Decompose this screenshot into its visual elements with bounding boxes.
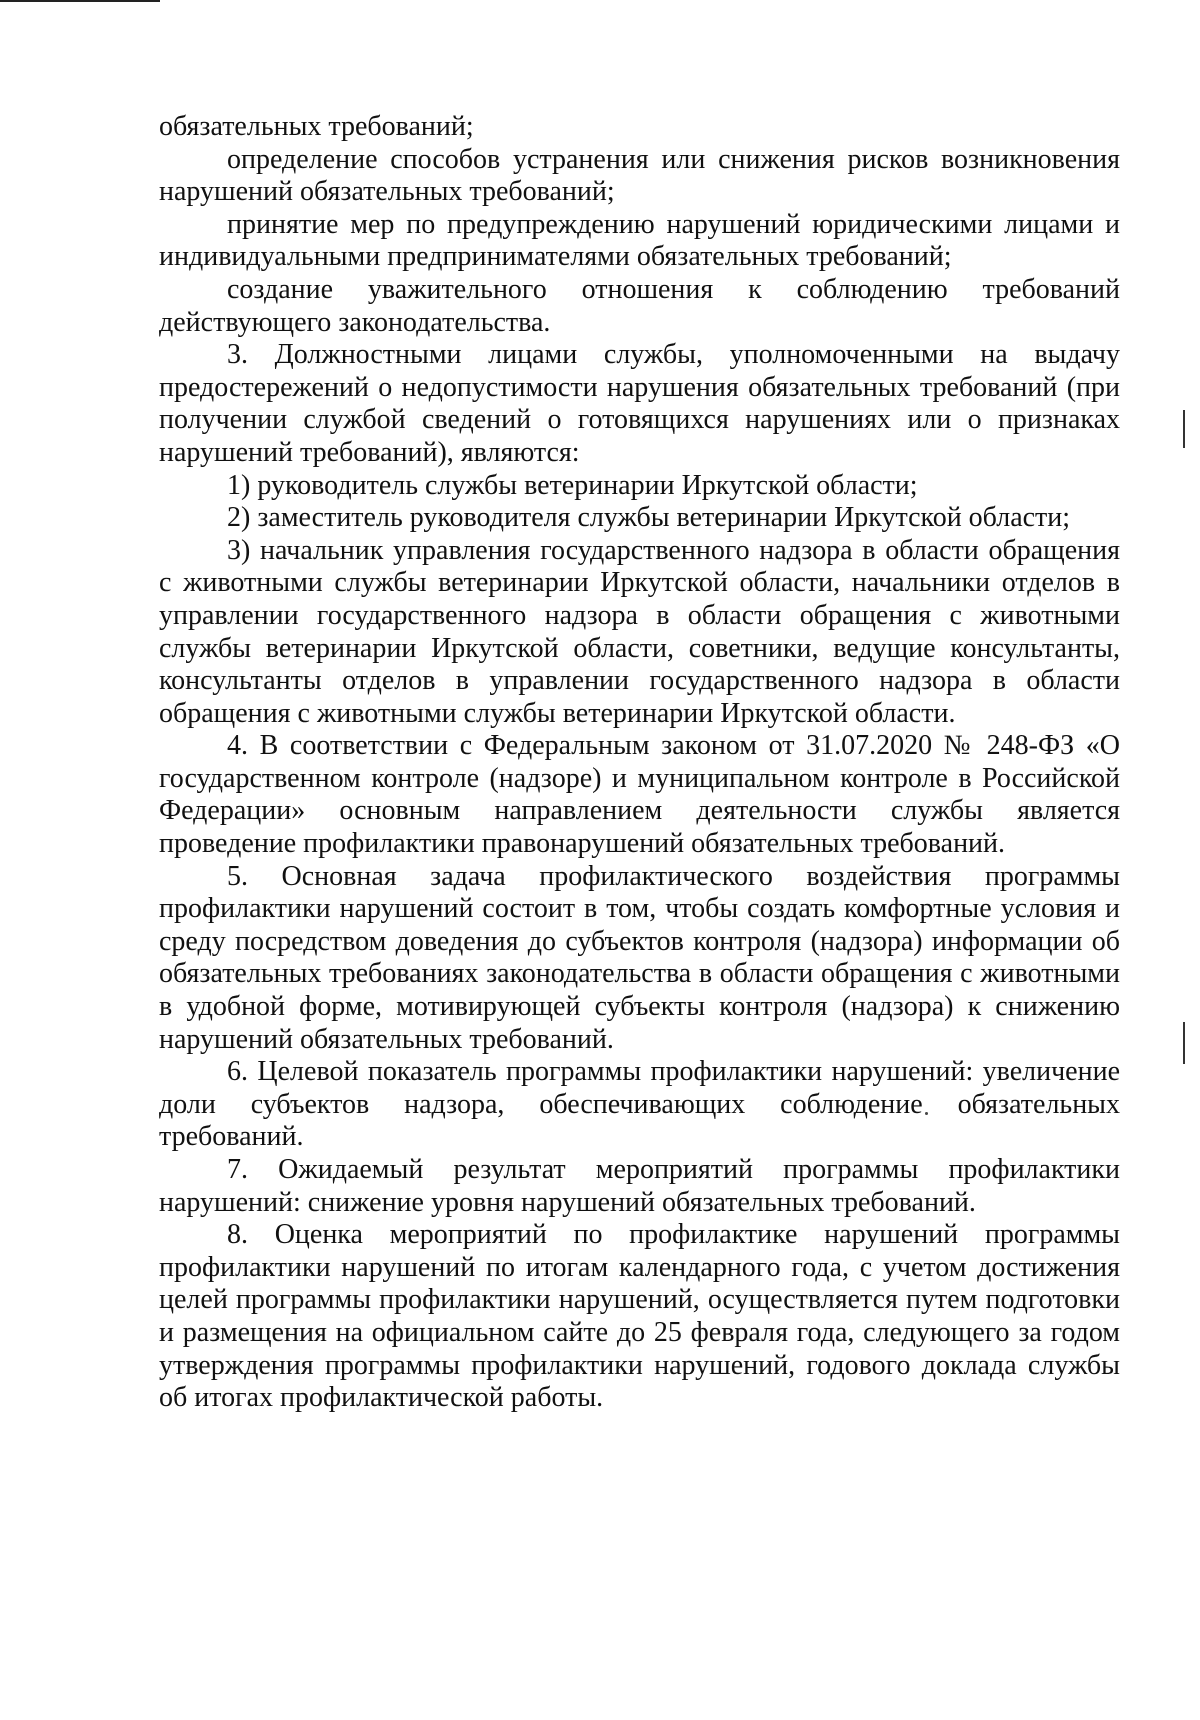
list-item-department-staff: 3) начальник управления государственного надзора в области обращения с животными службы ветеринарии Иркутской области, начальники отделов в управлении государственного надзора в области обращения с животными службы ветеринарии Иркутской области, советники, ведущие консультанты, консультанты отделов в управлении государственного надзора в области обращения с животными службы ветеринарии Иркутской области.	[159, 534, 1120, 729]
paragraph-item-7-expected-result: 7. Ожидаемый результат мероприятий программы профилактики нарушений: снижение уровня нарушений обязательных требований.	[159, 1154, 1120, 1218]
paragraph-item-6-target-indicator: 6. Целевой показатель программы профилактики нарушений: увеличение доли субъектов надзора, обеспечивающих соблюдение обязательных требований.	[159, 1056, 1120, 1153]
paragraph-continuation: обязательных требований;	[159, 111, 474, 142]
paragraph-item-4-federal-law: 4. В соответствии с Федеральным законом от 31.07.2020 № 248-ФЗ «О государственном контроле (надзоре) и муниципальном контроле в Российской Федерации» основным направлением деятельности службы является проведение профилактики правонарушений обязательных требований.	[159, 730, 1120, 860]
paragraph-item-5-main-task: 5. Основная задача профилактического воздействия программы профилактики нарушений состоит в том, чтобы создать комфортные условия и среду посредством доведения до субъектов контроля (надзора) информации об обязательных требованиях законодательства в области обращения с животными в удобной форме, мотивирующей субъекты контроля (надзора) к снижению нарушений обязательных требований.	[159, 860, 1120, 1055]
scan-margin-mark	[1183, 1022, 1185, 1064]
paragraph-respectful-attitude: создание уважительного отношения к соблюдению требований действующего законодательства.	[159, 273, 1120, 338]
scan-edge-line	[0, 0, 160, 2]
paragraph-item-3-officials: 3. Должностными лицами службы, уполномоченными на выдачу предостережений о недопустимости нарушения обязательных требований (при получении службой сведений о готовящихся нарушениях или о признаках нарушений требований), являются:	[159, 339, 1120, 468]
paragraph-prevention-measures: принятие мер по предупреждению нарушений юридическими лицами и индивидуальными предпринимателями обязательных требований;	[159, 208, 1120, 273]
list-item-deputy-head: 2) заместитель руководителя службы ветеринарии Иркутской области;	[227, 502, 1071, 534]
list-item-head-of-service: 1) руководитель службы ветеринарии Иркутской области;	[227, 469, 918, 501]
document-body	[159, 111, 1120, 1415]
paragraph-risk-elimination: определение способов устранения или снижения рисков возникновения нарушений обязательных требований;	[159, 143, 1120, 208]
paragraph-item-8-evaluation: 8. Оценка мероприятий по профилактике нарушений программы профилактики нарушений по итогам календарного года, с учетом достижения целей программы профилактики нарушений, осуществляется путем подготовки и размещения на официальном сайте до 25 февраля года, следующего за годом утверждения программы профилактики нарушений, годового доклада службы об итогах профилактической работы.	[159, 1219, 1120, 1414]
scan-margin-mark	[1183, 410, 1185, 448]
